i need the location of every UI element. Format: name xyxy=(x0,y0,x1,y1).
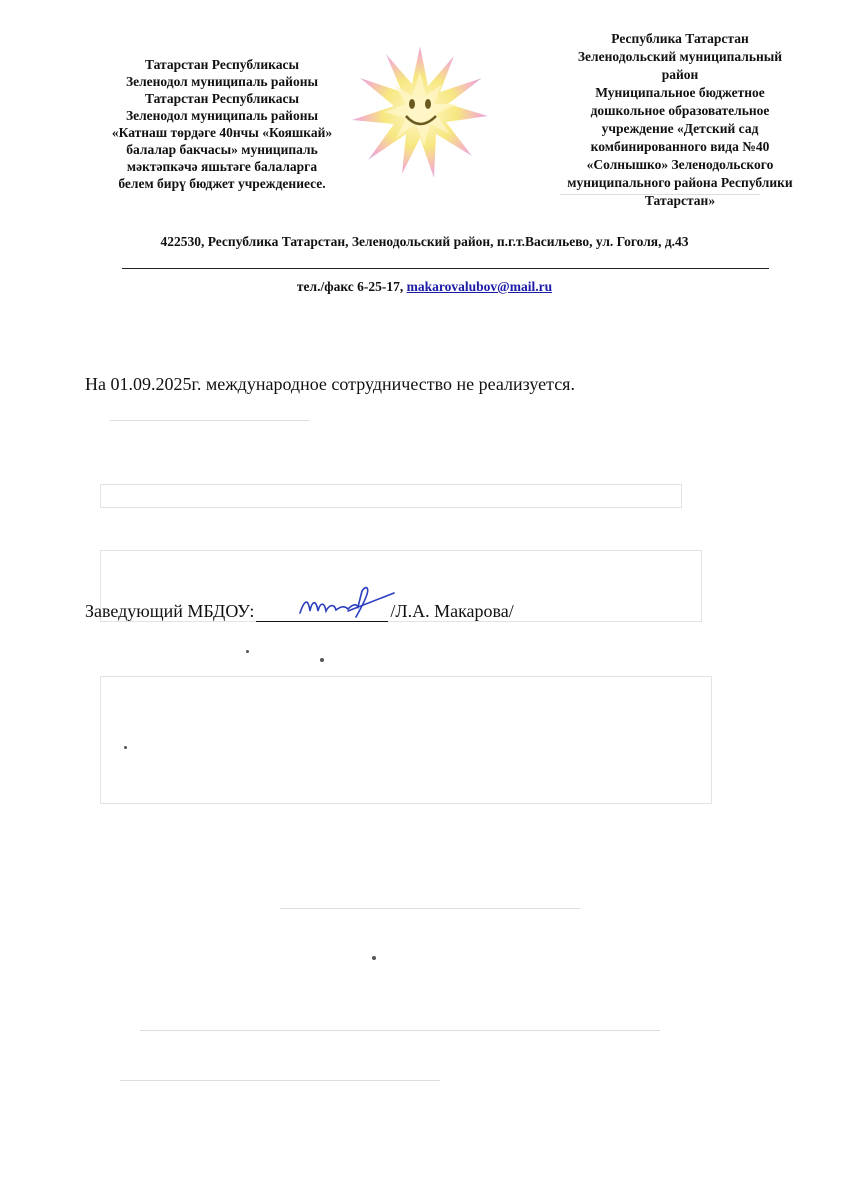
header-left-line: Татарстан Республикасы xyxy=(144,91,299,106)
statement-text: На 01.09.2025г. международное сотрудничество не реализуется. xyxy=(85,374,575,394)
header-right-line: Татарстан» xyxy=(644,193,716,208)
header-left-line: Зеленодол муниципаль районы xyxy=(125,108,319,123)
header-right-line: «Солнышко» Зеленодольского xyxy=(586,157,774,172)
contacts-line xyxy=(0,279,849,295)
sun-logo-icon xyxy=(350,42,490,182)
header-right-line: Республика Татарстан xyxy=(611,31,749,46)
header-left-line: Зеленодол муниципаль районы xyxy=(125,74,319,89)
bleed-through-line xyxy=(120,1080,440,1081)
header-right-block xyxy=(530,30,830,210)
scan-speck xyxy=(372,956,376,960)
header-right-line: учреждение «Детский сад xyxy=(601,121,759,136)
bleed-through-line xyxy=(280,908,580,909)
scan-speck xyxy=(246,650,249,653)
header-left-line: «Катнаш төрдәге 40нчы «Кояшкай» xyxy=(111,125,333,140)
header-left-block xyxy=(82,56,362,192)
signature-row xyxy=(85,596,514,622)
email-link[interactable]: makarovalubov@mail.ru xyxy=(406,279,553,294)
header-left-line: балалар бакчасы» муниципаль xyxy=(126,142,318,157)
bleed-through-box xyxy=(100,484,682,508)
address-line: 422530, Республика Татарстан, Зеленодольский район, п.г.т.Васильево, ул. Гоголя, д.43 xyxy=(160,234,689,249)
scan-speck xyxy=(124,746,127,749)
handwritten-signature xyxy=(296,583,396,621)
header-left-line: белем бирү бюджет учреждениесе. xyxy=(118,176,326,191)
header-right-line: комбинированного вида №40 xyxy=(590,139,770,154)
position-label: Заведующий МБДОУ: xyxy=(85,601,255,621)
header-divider xyxy=(122,268,769,269)
header-right-line: район xyxy=(661,67,699,82)
signature-line xyxy=(256,599,388,622)
bleed-through-box xyxy=(100,676,712,804)
header-left-line: мәктәпкәчә яшьтәге балаларга xyxy=(126,159,318,174)
bleed-through-line xyxy=(110,420,310,421)
scan-speck xyxy=(320,658,324,662)
bleed-through-line xyxy=(140,1030,660,1031)
header-right-line: Зеленодольский муниципальный xyxy=(577,49,783,64)
header-right-line: муниципального района Республики xyxy=(567,175,793,190)
header-right-line: Муниципальное бюджетное xyxy=(595,85,765,100)
header-left-line: Татарстан Республикасы xyxy=(144,57,299,72)
phone-fax-text: тел./факс 6-25-17, xyxy=(296,279,407,294)
header-right-line: дошкольное образовательное xyxy=(590,103,770,118)
signatory-name: /Л.А. Макарова/ xyxy=(390,601,514,621)
